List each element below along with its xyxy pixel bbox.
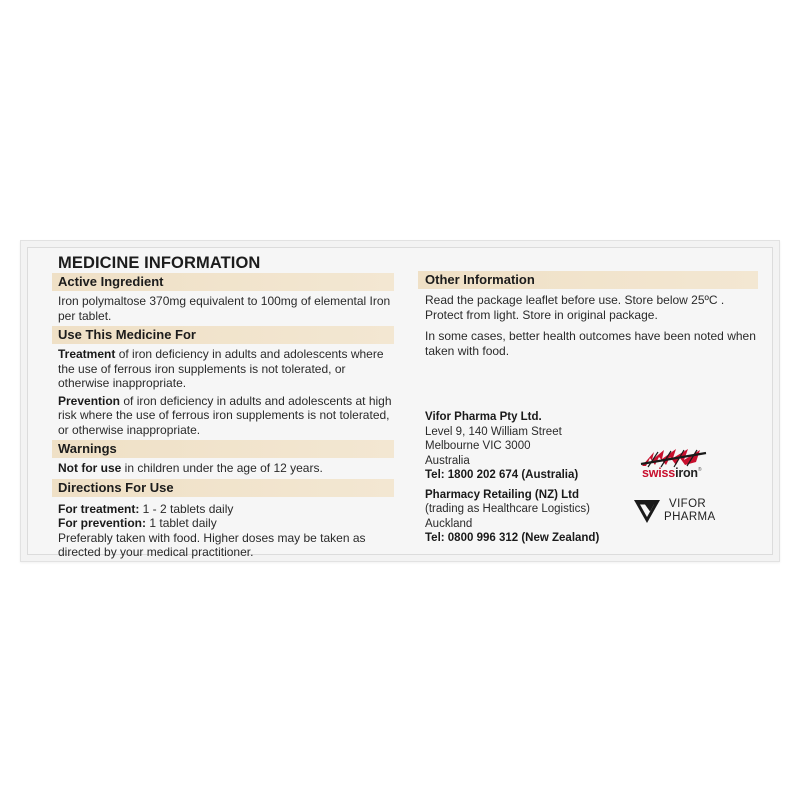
swissiron-iron-text: iron [675, 466, 698, 480]
page-title: MEDICINE INFORMATION [58, 254, 261, 272]
section-header-directions: Directions For Use [52, 479, 394, 497]
directions-treatment [58, 502, 394, 517]
nz-city: Auckland [425, 517, 473, 530]
warnings-text: in children under the age of 12 years. [121, 461, 323, 475]
contact-details [425, 410, 599, 546]
prevention-paragraph [58, 394, 394, 438]
swissiron-wordmark [642, 466, 701, 480]
section-header-warnings: Warnings [52, 440, 394, 458]
au-address-1: Level 9, 140 William Street [425, 425, 562, 438]
directions-treatment-label: For treatment: [58, 501, 140, 516]
vifor-wordmark [664, 498, 716, 524]
section-use-for [52, 326, 394, 440]
directions-body [52, 497, 394, 563]
contact-new-zealand [425, 488, 599, 546]
warnings-paragraph [58, 461, 394, 476]
directions-prevention-value: 1 tablet daily [146, 516, 217, 530]
nz-company: Pharmacy Retailing (NZ) Ltd [425, 488, 579, 501]
prevention-text: of iron deficiency in adults and adolescents at high risk where the use of ferrous iron supplements is not tolerated, or otherwise inappropriate. [58, 393, 392, 437]
vifor-pharma-logo [633, 497, 728, 527]
treatment-text: of iron deficiency in adults and adolescents where the use of ferrous iron supplements is not tolerated, or otherwise inappropriate. [58, 347, 384, 390]
right-column [418, 271, 758, 359]
vifor-triangle-icon [633, 498, 661, 524]
left-column [52, 253, 394, 563]
section-header-active-ingredient: Active Ingredient [52, 273, 394, 291]
au-company: Vifor Pharma Pty Ltd. [425, 411, 542, 423]
au-tel: Tel: 1800 202 674 (Australia) [425, 469, 579, 481]
use-for-body [52, 344, 394, 440]
registered-mark: ® [697, 467, 702, 473]
section-active-ingredient [52, 273, 394, 326]
swissiron-logo [638, 448, 718, 484]
directions-prevention [58, 516, 394, 531]
active-ingredient-body [52, 291, 394, 326]
nz-tel: Tel: 0800 996 312 (New Zealand) [425, 532, 600, 544]
other-information-paragraph-2: In some cases, better health outcomes have been noted when taken with food. [425, 329, 756, 358]
section-directions [52, 479, 394, 563]
directions-treatment-value: 1 - 2 tablets daily [139, 501, 234, 516]
au-country: Australia [425, 454, 470, 467]
swissiron-mountain-icon [640, 448, 710, 468]
treatment-label: Treatment [58, 347, 116, 361]
other-information-body [418, 289, 758, 359]
section-header-other-information: Other Information [418, 271, 758, 289]
other-information-paragraph-1: Read the package leaflet before use. Store below 25ºC . Protect from light. Store in original package. [425, 293, 725, 322]
directions-prevention-label: For prevention: [58, 516, 147, 530]
nz-trading-as: (trading as Healthcare Logistics) [425, 503, 590, 515]
section-header-use-for: Use This Medicine For [52, 326, 394, 344]
prevention-label: Prevention [58, 393, 121, 408]
contact-australia [425, 410, 599, 483]
vifor-text-line-1: VIFOR [669, 498, 707, 510]
au-address-2: Melbourne VIC 3000 [425, 440, 531, 452]
vifor-text-line-2: PHARMA [664, 511, 716, 523]
directions-note: Preferably taken with food. Higher doses may be taken as directed by your medical practitioner. [58, 530, 366, 559]
warnings-body [52, 458, 394, 479]
swissiron-swiss-text: swiss [642, 466, 676, 480]
section-warnings [52, 440, 394, 479]
treatment-paragraph [58, 347, 394, 391]
active-ingredient-text: Iron polymaltose 370mg equivalent to 100mg of elemental Iron per tablet. [58, 294, 391, 323]
warnings-label: Not for use [58, 461, 122, 475]
